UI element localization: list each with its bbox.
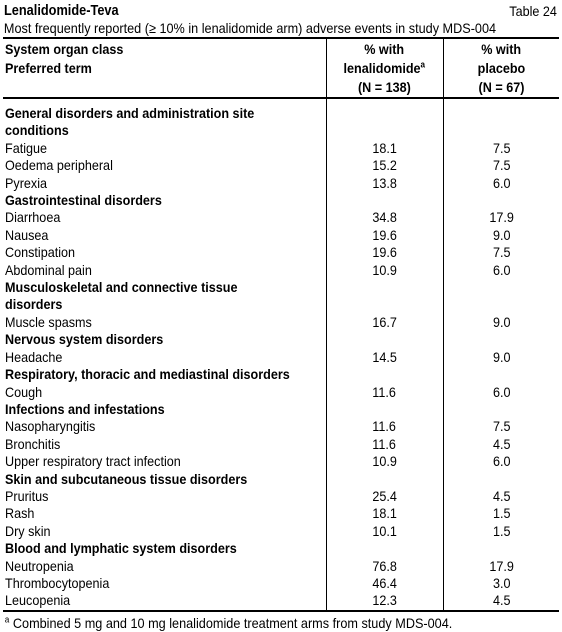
table-row xyxy=(3,227,559,244)
table-row xyxy=(3,558,559,575)
header-len-footnote-mark: a xyxy=(420,59,426,70)
preferred-term: Muscle spasms xyxy=(5,313,92,330)
category-cell xyxy=(3,122,326,139)
table-row xyxy=(3,592,559,610)
header-col-lenalidomide xyxy=(326,38,443,98)
header-len-line1: % with xyxy=(364,41,405,57)
lenalidomide-value-cell xyxy=(326,453,443,470)
placebo-value: 1.5 xyxy=(492,522,511,539)
lenalidomide-value: 13.8 xyxy=(372,174,397,191)
placebo-value: 3.0 xyxy=(492,574,511,591)
lenalidomide-value-cell xyxy=(326,157,443,174)
category-row xyxy=(3,366,559,383)
placebo-value-cell xyxy=(443,384,559,401)
category-label: Musculoskeletal and connective tissue xyxy=(5,279,238,296)
category-row xyxy=(3,296,559,313)
table-row xyxy=(3,140,559,157)
empty-cell xyxy=(443,279,559,296)
table-row xyxy=(3,384,559,401)
category-label: Gastrointestinal disorders xyxy=(5,192,162,209)
term-cell xyxy=(3,592,326,610)
table-row xyxy=(3,349,559,366)
preferred-term: Headache xyxy=(5,348,63,365)
placebo-value-cell xyxy=(443,523,559,540)
category-cell xyxy=(3,296,326,313)
preferred-term: Nausea xyxy=(5,226,49,243)
category-cell xyxy=(3,105,326,122)
category-label: Nervous system disorders xyxy=(5,331,164,348)
table-footnote xyxy=(3,615,506,631)
placebo-value-cell xyxy=(443,175,559,192)
table-row xyxy=(3,157,559,174)
lenalidomide-value-cell xyxy=(326,418,443,435)
lenalidomide-value: 10.1 xyxy=(372,522,397,539)
category-row xyxy=(3,105,559,122)
table-number: Table 24 xyxy=(509,3,557,19)
lenalidomide-value-cell xyxy=(326,436,443,453)
empty-cell xyxy=(326,296,443,313)
placebo-value-cell xyxy=(443,592,559,610)
category-label: disorders xyxy=(5,296,63,313)
category-row xyxy=(3,331,559,348)
term-cell xyxy=(3,436,326,453)
category-cell xyxy=(3,471,326,488)
category-label: conditions xyxy=(5,122,69,139)
empty-cell xyxy=(443,540,559,557)
table-row xyxy=(3,436,559,453)
placebo-value-cell xyxy=(443,453,559,470)
placebo-value: 7.5 xyxy=(492,157,511,174)
category-cell xyxy=(3,192,326,209)
document-page xyxy=(3,2,559,631)
empty-cell xyxy=(443,331,559,348)
placebo-value: 7.5 xyxy=(492,139,511,156)
category-row xyxy=(3,192,559,209)
placebo-value: 9.0 xyxy=(492,226,511,243)
term-cell xyxy=(3,209,326,226)
empty-cell xyxy=(326,366,443,383)
table-row xyxy=(3,488,559,505)
term-cell xyxy=(3,140,326,157)
lenalidomide-value-cell xyxy=(326,349,443,366)
placebo-value: 6.0 xyxy=(492,383,511,400)
lenalidomide-value: 11.6 xyxy=(372,383,397,400)
placebo-value-cell xyxy=(443,314,559,331)
empty-cell xyxy=(443,401,559,418)
empty-cell xyxy=(443,296,559,313)
placebo-value-cell xyxy=(443,436,559,453)
preferred-term: Thrombocytopenia xyxy=(5,574,110,591)
placebo-value-cell xyxy=(443,209,559,226)
placebo-value-cell xyxy=(443,140,559,157)
empty-cell xyxy=(443,192,559,209)
empty-cell xyxy=(443,366,559,383)
table-row xyxy=(3,575,559,592)
lenalidomide-value-cell xyxy=(326,227,443,244)
placebo-value-cell xyxy=(443,575,559,592)
lenalidomide-value: 12.3 xyxy=(372,592,397,609)
placebo-value: 1.5 xyxy=(492,505,511,522)
table-header-row xyxy=(3,38,559,98)
header-pla-line2: placebo xyxy=(477,60,526,76)
category-cell xyxy=(3,331,326,348)
lenalidomide-value-cell xyxy=(326,558,443,575)
term-cell xyxy=(3,314,326,331)
table-row xyxy=(3,523,559,540)
table-row xyxy=(3,418,559,435)
category-cell xyxy=(3,366,326,383)
placebo-value: 6.0 xyxy=(492,261,511,278)
category-row xyxy=(3,401,559,418)
header-pla-n: (N = 67) xyxy=(478,79,525,95)
preferred-term: Abdominal pain xyxy=(5,261,92,278)
lenalidomide-value: 10.9 xyxy=(372,261,397,278)
category-label: Infections and infestations xyxy=(5,400,165,417)
preferred-term: Fatigue xyxy=(5,139,48,156)
placebo-value: 7.5 xyxy=(492,244,511,261)
category-label: General disorders and administration site xyxy=(5,105,255,121)
placebo-value: 7.5 xyxy=(492,418,511,435)
placebo-value-cell xyxy=(443,488,559,505)
header-col-placebo xyxy=(443,38,559,98)
empty-cell xyxy=(443,471,559,488)
category-label: Blood and lymphatic system disorders xyxy=(5,540,237,557)
empty-cell xyxy=(443,105,559,122)
table-body xyxy=(3,98,559,611)
category-cell xyxy=(3,401,326,418)
lenalidomide-value-cell xyxy=(326,175,443,192)
term-cell xyxy=(3,244,326,261)
preferred-term: Pruritus xyxy=(5,487,49,504)
category-label: Skin and subcutaneous tissue disorders xyxy=(5,470,248,487)
lenalidomide-value: 19.6 xyxy=(372,226,397,243)
placebo-value: 17.9 xyxy=(488,557,514,574)
title-row xyxy=(3,2,559,20)
table-row xyxy=(3,175,559,192)
category-label: Respiratory, thoracic and mediastinal disorders xyxy=(5,366,290,383)
header-pla-line1: % with xyxy=(481,41,522,57)
table-row xyxy=(3,244,559,261)
table-caption: Most frequently reported (≥ 10% in lenalidomide arm) adverse events in study MDS-004 xyxy=(3,20,497,36)
preferred-term: Leucopenia xyxy=(5,592,71,609)
lenalidomide-value: 25.4 xyxy=(372,487,397,504)
table-row xyxy=(3,505,559,522)
lenalidomide-value: 11.6 xyxy=(372,435,397,452)
term-cell xyxy=(3,384,326,401)
table-row xyxy=(3,314,559,331)
placebo-value-cell xyxy=(443,505,559,522)
lenalidomide-value-cell xyxy=(326,140,443,157)
lenalidomide-value-cell xyxy=(326,262,443,279)
header-preferred-term-label: Preferred term xyxy=(5,60,92,76)
term-cell xyxy=(3,575,326,592)
placebo-value: 9.0 xyxy=(492,313,511,330)
term-cell xyxy=(3,349,326,366)
lenalidomide-value-cell xyxy=(326,575,443,592)
lenalidomide-value-cell xyxy=(326,384,443,401)
header-soc-label: System organ class xyxy=(5,41,124,57)
spacer-cell xyxy=(326,98,443,105)
placebo-value: 17.9 xyxy=(488,209,514,226)
category-row xyxy=(3,471,559,488)
table-row xyxy=(3,453,559,470)
empty-cell xyxy=(326,471,443,488)
empty-cell xyxy=(326,540,443,557)
placebo-value: 4.5 xyxy=(492,435,511,452)
empty-cell xyxy=(326,105,443,122)
lenalidomide-value: 15.2 xyxy=(372,157,397,174)
term-cell xyxy=(3,157,326,174)
placebo-value-cell xyxy=(443,349,559,366)
placebo-value-cell xyxy=(443,262,559,279)
lenalidomide-value-cell xyxy=(326,209,443,226)
adverse-events-table xyxy=(3,37,559,612)
header-len-line2: lenalidomide xyxy=(343,60,421,76)
placebo-value: 4.5 xyxy=(492,592,511,609)
header-len-n: (N = 138) xyxy=(358,79,411,95)
spacer-cell xyxy=(3,98,326,105)
preferred-term: Oedema peripheral xyxy=(5,157,113,174)
preferred-term: Upper respiratory tract infection xyxy=(5,453,181,470)
header-col-term xyxy=(3,38,326,98)
empty-cell xyxy=(326,401,443,418)
empty-cell xyxy=(326,192,443,209)
empty-cell xyxy=(326,122,443,139)
empty-cell xyxy=(326,279,443,296)
placebo-value: 6.0 xyxy=(492,174,511,191)
preferred-term: Pyrexia xyxy=(5,174,48,191)
document-title: Lenalidomide-Teva xyxy=(4,3,119,19)
lenalidomide-value: 19.6 xyxy=(372,244,397,261)
category-cell xyxy=(3,279,326,296)
placebo-value-cell xyxy=(443,558,559,575)
lenalidomide-value-cell xyxy=(326,488,443,505)
lenalidomide-value-cell xyxy=(326,523,443,540)
lenalidomide-value-cell xyxy=(326,244,443,261)
term-cell xyxy=(3,488,326,505)
lenalidomide-value: 18.1 xyxy=(372,505,397,522)
term-cell xyxy=(3,558,326,575)
lenalidomide-value: 11.6 xyxy=(372,418,397,435)
spacer-row xyxy=(3,98,559,105)
placebo-value-cell xyxy=(443,244,559,261)
lenalidomide-value: 16.7 xyxy=(372,313,397,330)
term-cell xyxy=(3,505,326,522)
term-cell xyxy=(3,523,326,540)
preferred-term: Dry skin xyxy=(5,522,51,539)
placebo-value: 4.5 xyxy=(492,487,511,504)
placebo-value-cell xyxy=(443,157,559,174)
term-cell xyxy=(3,453,326,470)
term-cell xyxy=(3,418,326,435)
category-row xyxy=(3,279,559,296)
preferred-term: Constipation xyxy=(5,244,76,261)
preferred-term: Diarrhoea xyxy=(5,209,61,226)
lenalidomide-value-cell xyxy=(326,505,443,522)
preferred-term: Rash xyxy=(5,505,35,522)
footnote-text: Combined 5 mg and 10 mg lenalidomide treatment arms from study MDS-004. xyxy=(9,614,453,631)
lenalidomide-value: 34.8 xyxy=(372,209,397,226)
lenalidomide-value: 18.1 xyxy=(372,139,397,156)
footnote-mark: a xyxy=(4,614,10,625)
empty-cell xyxy=(326,331,443,348)
lenalidomide-value-cell xyxy=(326,592,443,610)
placebo-value-cell xyxy=(443,418,559,435)
term-cell xyxy=(3,262,326,279)
category-cell xyxy=(3,540,326,557)
category-row xyxy=(3,540,559,557)
preferred-term: Neutropenia xyxy=(5,557,74,574)
term-cell xyxy=(3,227,326,244)
lenalidomide-value: 10.9 xyxy=(372,453,397,470)
table-row xyxy=(3,209,559,226)
empty-cell xyxy=(443,122,559,139)
preferred-term: Cough xyxy=(5,383,43,400)
placebo-value: 6.0 xyxy=(492,453,511,470)
spacer-cell xyxy=(443,98,559,105)
lenalidomide-value: 76.8 xyxy=(372,557,397,574)
term-cell xyxy=(3,175,326,192)
placebo-value: 9.0 xyxy=(492,348,511,365)
preferred-term: Nasopharyngitis xyxy=(5,418,96,435)
category-row xyxy=(3,122,559,139)
table-row xyxy=(3,262,559,279)
preferred-term: Bronchitis xyxy=(5,435,61,452)
lenalidomide-value-cell xyxy=(326,314,443,331)
lenalidomide-value: 46.4 xyxy=(372,574,397,591)
placebo-value-cell xyxy=(443,227,559,244)
lenalidomide-value: 14.5 xyxy=(372,348,397,365)
